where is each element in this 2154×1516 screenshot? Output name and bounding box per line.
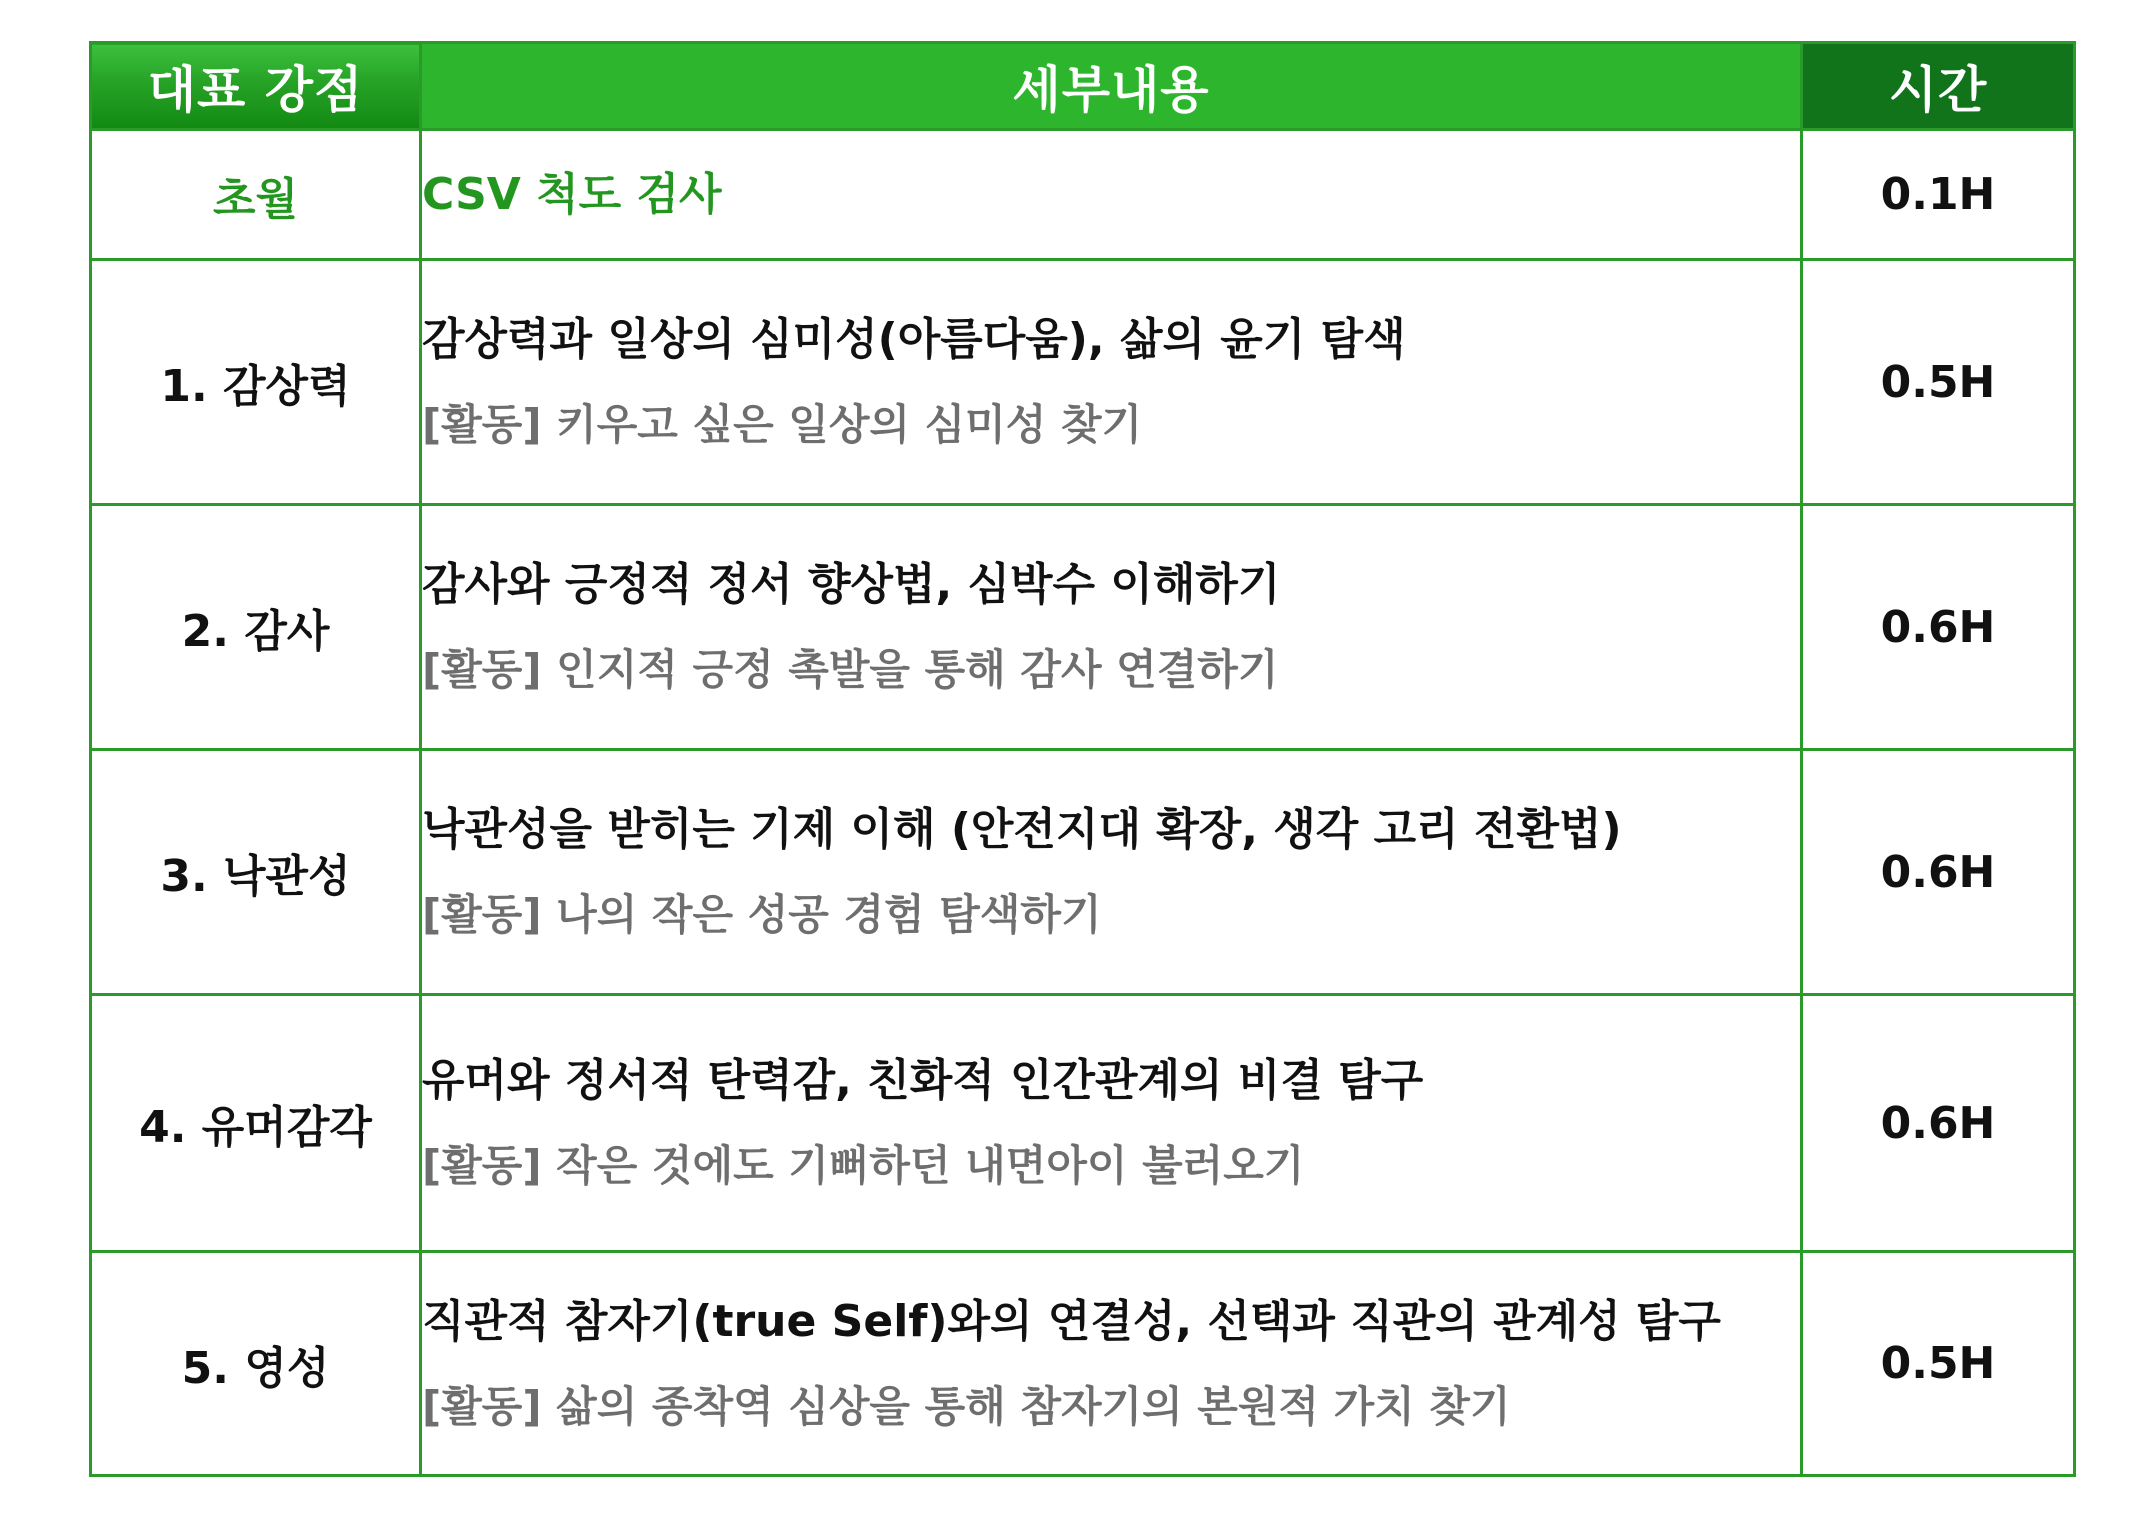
table-row xyxy=(91,260,2075,505)
table-row xyxy=(91,505,2075,750)
detail-cell xyxy=(421,995,1802,1252)
time-cell: 0.5H xyxy=(1802,260,2075,505)
detail-title: 낙관성을 받히는 기제 이해 (안전지대 확장, 생각 고리 전환법) xyxy=(422,804,1622,855)
table-header-row xyxy=(91,43,2075,130)
table-row xyxy=(91,995,2075,1252)
strength-cell: 3. 낙관성 xyxy=(91,750,421,995)
strength-cell: 2. 감사 xyxy=(91,505,421,750)
table-row xyxy=(91,1252,2075,1476)
program-table xyxy=(89,41,2076,1477)
header-strength: 대표 강점 xyxy=(91,43,421,130)
detail-title: 직관적 참자기(true Self)와의 연결성, 선택과 직관의 관계성 탐구 xyxy=(422,1295,1721,1347)
detail-cell xyxy=(421,1252,1802,1476)
detail-title: 감상력과 일상의 심미성(아름다움), 삶의 윤기 탐색 xyxy=(422,314,1406,365)
strength-cell: 5. 영성 xyxy=(91,1252,421,1476)
time-cell: 0.6H xyxy=(1802,750,2075,995)
detail-activity: [활동] 나의 작은 성공 경험 탐색하기 xyxy=(422,890,1102,939)
strength-cell: 1. 감상력 xyxy=(91,260,421,505)
detail-title: CSV 척도 검사 xyxy=(422,168,722,220)
detail-title: 유머와 정서적 탄력감, 친화적 인간관계의 비결 탐구 xyxy=(422,1055,1424,1106)
strength-cell: 4. 유머감각 xyxy=(91,995,421,1252)
detail-cell xyxy=(421,750,1802,995)
table-row xyxy=(91,750,2075,995)
detail-activity: [활동] 작은 것에도 기뻐하던 내면아이 불러오기 xyxy=(422,1141,1305,1190)
header-detail: 세부내용 xyxy=(421,43,1802,130)
detail-activity: [활동] 인지적 긍정 촉발을 통해 감사 연결하기 xyxy=(422,645,1279,694)
detail-cell xyxy=(421,505,1802,750)
time-cell: 0.6H xyxy=(1802,505,2075,750)
strength-cell: 초월 xyxy=(91,130,421,260)
time-cell: 0.6H xyxy=(1802,995,2075,1252)
detail-cell xyxy=(421,260,1802,505)
table-row-pre xyxy=(91,130,2075,260)
detail-cell xyxy=(421,130,1802,260)
detail-activity: [활동] 삶의 종착역 심상을 통해 참자기의 본원적 가치 찾기 xyxy=(422,1381,1511,1431)
detail-title: 감사와 긍정적 정서 향상법, 심박수 이해하기 xyxy=(422,559,1281,610)
detail-activity: [활동] 키우고 싶은 일상의 심미성 찾기 xyxy=(422,400,1143,449)
header-time: 시간 xyxy=(1802,43,2075,130)
time-cell: 0.1H xyxy=(1802,130,2075,260)
time-cell: 0.5H xyxy=(1802,1252,2075,1476)
